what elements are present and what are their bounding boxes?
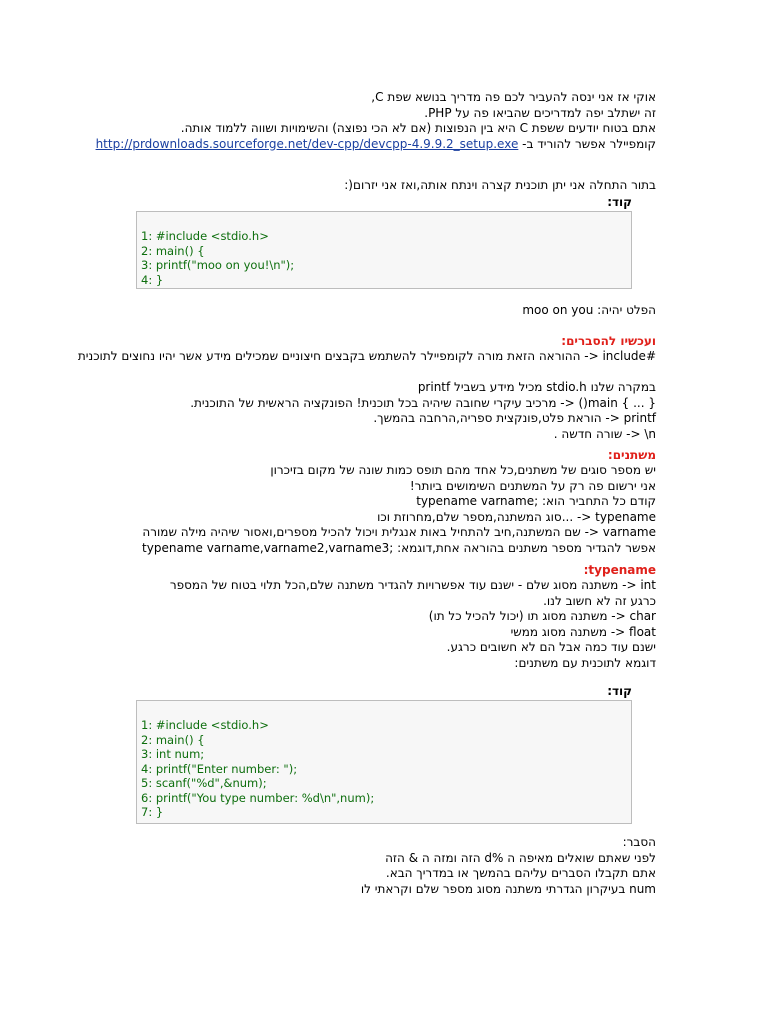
explanation-line: #include <- ההוראה הזאת מורה לקומפיילר להשתמש בקבצים חיצוניים שמכילים מידע אשר יהיו נחוצים לתוכנית	[77, 349, 656, 363]
code-line: 3: printf("moo on you!\n");	[141, 258, 295, 272]
explanation-line: n\ <- שורה חדשה .	[553, 426, 656, 441]
code-line: 3: int num;	[141, 747, 205, 761]
typename-line: דוגמא לתוכנית עם משתנים:	[514, 655, 656, 670]
closing-line: לפני שאתם שואלים מאיפה ה %d הזה ומזה ה & הזה	[385, 850, 656, 865]
intro-line: זה ישתלב יפה למדריכים שהביאו פה על PHP.	[424, 105, 656, 120]
explanation-line: { ... } main() <- מרכיב עיקרי שחובה שיהיה בכל תוכנית! הפונקציה הראשית של התוכנית.	[190, 395, 656, 410]
typename-line: ישנם עוד כמה אבל הם לא חשובים כרגע.	[446, 640, 656, 654]
intro-paragraph	[95, 90, 656, 152]
typename-line: כרגע זה לא חשוב לנו.	[543, 593, 656, 608]
variables-line: אפשר להגדיר מספר משתנים בהוראה אחת,דוגמא: ;typename varname,varname2,varname3	[142, 540, 656, 555]
code-line: 7: }	[141, 805, 164, 819]
intro-line: קומפיילר אפשר להוריד ב-	[522, 136, 656, 151]
closing-line: num בעיקרון הגדרתי משתנה מסוג מספר שלם וקראתי לו	[360, 881, 656, 896]
variables-line: קודם כל התחביר הוא: ;typename varname	[416, 494, 656, 508]
closing-section	[112, 835, 656, 897]
variables-section	[112, 447, 656, 556]
code-label-2-wrap	[112, 683, 656, 699]
variables-line: אני ירשום פה רק על המשתנים השימושים ביותר!	[409, 478, 656, 493]
typename-line: char <- משתנה מסוג תו (יכול להכיל כל תו)	[428, 609, 656, 623]
explanation-label: הסבר:	[622, 835, 656, 849]
closing-line: אתם תקבלו הסברים עליהם בהמשך או במדריך הבא.	[385, 866, 656, 880]
code-line: 1: #include <stdio.h>	[141, 718, 269, 732]
code-block-2	[136, 700, 632, 824]
variables-heading: משתנים:	[607, 448, 656, 462]
code-line: 4: }	[141, 272, 164, 287]
variables-line: varname <- שם המשתנה,חיב להתחיל באות אנגלית ויכול להכיל מספרים,ואסור שיהיה מילה שמורה	[142, 525, 656, 539]
explanation-line: printf <- הוראת פלט,פונקצית ספריה,הרחבה בהמשך.	[373, 411, 656, 425]
variables-line: יש מספר סוגים של משתנים,כל אחד מהם תופס כמות שונה של מקום בזיכרון	[270, 463, 656, 477]
intro-line: אוקי אז אני ינסה להעביר לכם פה מדריך בנושא שפת C,	[371, 90, 656, 104]
download-link[interactable]: http://prdownloads.sourceforge.net/dev-cpp/devcpp-4.9.9.2_setup.exe	[95, 136, 519, 151]
explanations-heading: ועכשיו להסברים:	[561, 334, 656, 348]
explanation-line: במקרה שלנו stdio.h מכיל מידע בשביל printf	[417, 380, 656, 394]
intro-line: אתם בטוח יודעים ששפת C היא בין הנפוצות (אם לא הכי נפוצה) והשימויות ושווה ללמוד אותה.	[180, 121, 656, 135]
code-label: קוד:	[607, 684, 632, 698]
typename-section	[112, 562, 656, 671]
variables-line: typename <- ...סוג המשתנה,מספר שלם,מחרוזת וכו	[377, 509, 656, 524]
code-label: קוד:	[607, 194, 632, 209]
code-block-1	[136, 211, 632, 289]
start-line: בתור התחלה אני יתן תוכנית קצרה וינתח אותה,ואז אני יזרום(:	[344, 178, 656, 192]
code-line: 4: printf("Enter number: ");	[141, 761, 298, 776]
code-line: 2: main() {	[141, 243, 205, 258]
code-line: 5: scanf("%d",&num);	[141, 776, 267, 790]
output-line: הפלט יהיה: moo on you	[522, 303, 656, 317]
typename-line: int <- משתנה מסוג שלם - ישנם עוד אפשרויות להגדיר משתנה שלם,הכל תלוי בטוח של המספר	[169, 578, 656, 592]
intro-download-line	[95, 136, 656, 153]
explanation-line	[112, 365, 656, 381]
code-line: 2: main() {	[141, 732, 205, 747]
start-paragraph	[112, 178, 656, 210]
typename-line: float <- משתנה מסוג ממשי	[510, 624, 656, 639]
typename-heading: typename:	[583, 563, 656, 577]
output-paragraph	[112, 303, 656, 319]
code-line: 6: printf("You type number: %d\n",num);	[141, 790, 375, 805]
explanations-section	[77, 333, 656, 442]
code-line: 1: #include <stdio.h>	[141, 229, 269, 243]
